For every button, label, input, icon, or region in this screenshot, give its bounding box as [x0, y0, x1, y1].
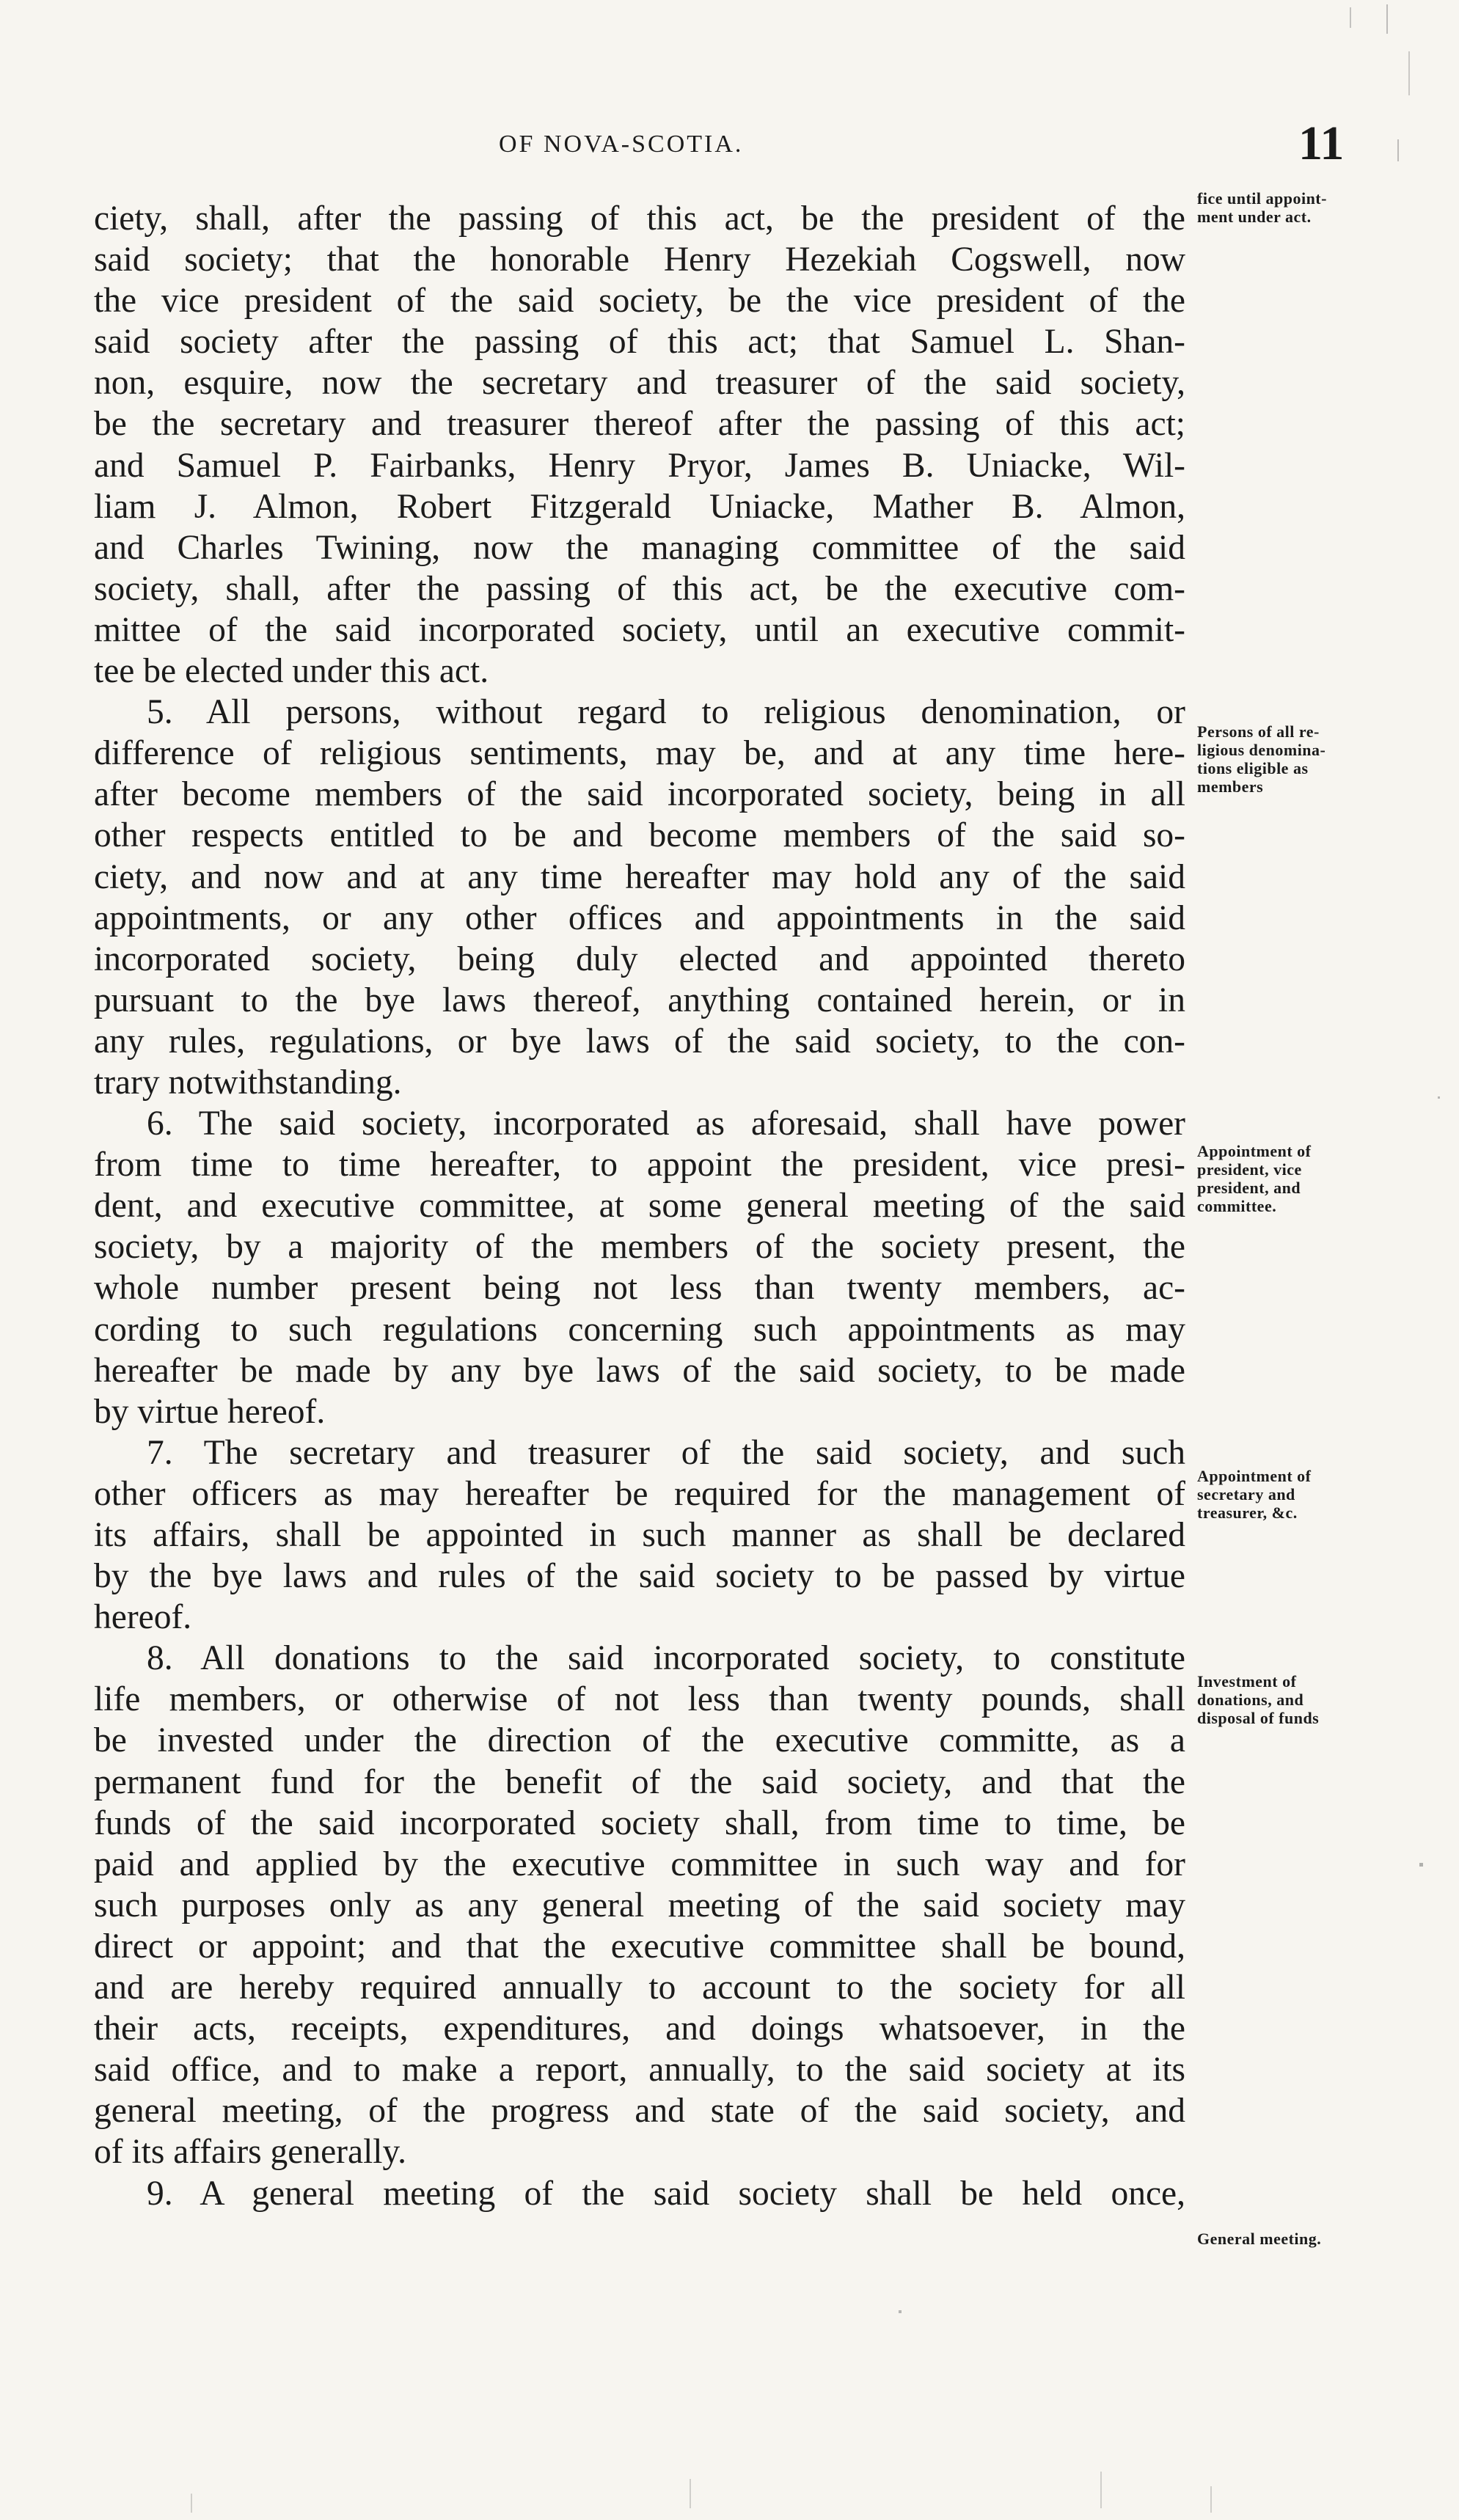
body-line: ciety, and now and at any time hereafter may hold any of the said — [94, 857, 1185, 896]
margin-note-line: president, vice — [1197, 1160, 1302, 1179]
body-line: non, esquire, now the secretary and treasurer of the said society, — [94, 364, 1185, 403]
body-line: by virtue hereof. — [94, 1392, 326, 1431]
margin-note-line: donations, and — [1197, 1691, 1304, 1709]
margin-note-line: disposal of funds — [1197, 1709, 1320, 1727]
margin-note-office — [1197, 189, 1417, 226]
margin-note-line: fice until appoint- — [1197, 189, 1327, 208]
body-line: said society; that the honorable Henry Hezekiah Cogswell, now — [94, 241, 1185, 279]
body-line: hereafter be made by any bye laws of the said society, to be made — [94, 1351, 1185, 1390]
body-line: their acts, receipts, expenditures, and doings whatsoever, in the — [94, 2010, 1185, 2048]
body-line: funds of the said incorporated society shall, from time to time, be — [94, 1803, 1185, 1842]
margin-note-line: president, and — [1197, 1179, 1301, 1197]
body-line: of its affairs generally. — [94, 2133, 407, 2172]
margin-note-investment — [1197, 1672, 1417, 1727]
margin-note-line: Persons of all re- — [1197, 722, 1320, 741]
body-line: appointments, or any other offices and appointments in the said — [94, 898, 1185, 937]
margin-note-line: ment under act. — [1197, 208, 1312, 226]
body-line: general meeting, of the progress and state of the said society, and — [94, 2092, 1185, 2131]
margin-note-line: ligious denomina- — [1197, 741, 1326, 759]
body-line: and are hereby required annually to account to the society for all — [94, 1968, 1185, 2007]
scan-speck — [1419, 1863, 1423, 1867]
margin-note-general-meeting — [1197, 2230, 1417, 2248]
body-line: cording to such regulations concerning such appointments as may — [94, 1310, 1185, 1349]
running-header: OF NOVA-SCOTIA. — [499, 131, 744, 158]
margin-note-line: Appointment of — [1197, 1467, 1312, 1485]
scan-speck — [1438, 1096, 1440, 1099]
body-line: such purposes only as any general meeting of the said society may — [94, 1886, 1185, 1924]
margin-note-line: treasurer, &c. — [1197, 1503, 1298, 1522]
body-line: from time to time hereafter, to appoint the president, vice presi- — [94, 1146, 1185, 1184]
scan-speck — [1408, 51, 1410, 95]
body-line: dent, and executive committee, at some general meeting of the said — [94, 1187, 1185, 1226]
section-6-start: 6. The said society, incorporated as aforesaid, shall have power — [147, 1105, 1185, 1143]
body-line: ciety, shall, after the passing of this act, be the president of the — [94, 199, 1185, 238]
body-line: society, shall, after the passing of this act, be the executive com- — [94, 569, 1185, 608]
scan-speck — [1350, 7, 1351, 28]
body-line: hereof. — [94, 1598, 192, 1637]
margin-note-line: General meeting. — [1197, 2230, 1322, 2248]
margin-note-appointment-secretary — [1197, 1467, 1417, 1522]
margin-note-line: tions eligible as — [1197, 759, 1309, 777]
body-line: by the bye laws and rules of the said society to be passed by virtue — [94, 1557, 1185, 1596]
scan-speck — [191, 2494, 192, 2513]
scan-speck — [1386, 4, 1388, 34]
page-number: 11 — [1298, 117, 1345, 170]
section-8-start: 8. All donations to the said incorporated society, to constitute — [147, 1639, 1185, 1678]
body-line: tee be elected under this act. — [94, 652, 489, 691]
body-line: after become members of the said incorporated society, being in all — [94, 775, 1185, 814]
scan-speck — [899, 2310, 902, 2313]
body-line: society, by a majority of the members of the society present, the — [94, 1228, 1185, 1267]
body-line: the vice president of the said society, be the vice president of the — [94, 282, 1185, 321]
body-line: direct or appoint; and that the executive committee shall be bound, — [94, 1927, 1185, 1966]
body-line: trary notwithstanding. — [94, 1063, 402, 1102]
body-line: said office, and to make a report, annually, to the said society at its — [94, 2051, 1185, 2089]
body-line: permanent fund for the benefit of the said society, and that the — [94, 1762, 1185, 1801]
section-9-start: 9. A general meeting of the said society shall be held once, — [147, 2174, 1185, 2213]
body-line: any rules, regulations, or bye laws of the said society, to the con- — [94, 1022, 1185, 1061]
section-5-start: 5. All persons, without regard to religious denomination, or — [147, 693, 1185, 732]
scan-speck — [1100, 2472, 1102, 2508]
margin-note-line: Investment of — [1197, 1672, 1297, 1691]
body-line: liam J. Almon, Robert Fitzgerald Uniacke, Mather B. Almon, — [94, 487, 1185, 526]
body-line: other respects entitled to be and become members of the said so- — [94, 816, 1185, 855]
margin-note-line: secretary and — [1197, 1485, 1295, 1503]
scan-speck — [690, 2479, 691, 2508]
body-line: pursuant to the bye laws thereof, anything contained herein, or in — [94, 981, 1185, 1019]
scan-speck — [1397, 139, 1399, 161]
margin-note-line: members — [1197, 777, 1264, 796]
body-line: other officers as may hereafter be required for the management of — [94, 1474, 1185, 1513]
body-line: be the secretary and treasurer thereof after the passing of this act; — [94, 405, 1185, 444]
body-line: be invested under the direction of the executive committe, as a — [94, 1721, 1185, 1760]
margin-note-appointment-president — [1197, 1142, 1417, 1215]
margin-note-line: committee. — [1197, 1197, 1277, 1215]
body-line: incorporated society, being duly elected and appointed thereto — [94, 939, 1185, 978]
body-line: difference of religious sentiments, may be, and at any time here- — [94, 734, 1185, 773]
margin-note-line: Appointment of — [1197, 1142, 1312, 1160]
body-text — [94, 198, 1185, 2214]
body-line: whole number present being not less than twenty members, ac- — [94, 1269, 1185, 1308]
margin-note-persons — [1197, 722, 1417, 796]
body-line: paid and applied by the executive committee in such way and for — [94, 1845, 1185, 1883]
section-7-start: 7. The secretary and treasurer of the said society, and such — [147, 1433, 1185, 1472]
body-line: mittee of the said incorporated society, until an executive commit- — [94, 610, 1185, 649]
body-line: its affairs, shall be appointed in such manner as shall be declared — [94, 1516, 1185, 1554]
scan-speck — [1210, 2486, 1212, 2513]
body-line: life members, or otherwise of not less than twenty pounds, shall — [94, 1680, 1185, 1719]
body-line: and Charles Twining, now the managing committee of the said — [94, 528, 1185, 567]
body-line: said society after the passing of this act; that Samuel L. Shan- — [94, 323, 1185, 362]
body-line: and Samuel P. Fairbanks, Henry Pryor, James B. Uniacke, Wil- — [94, 446, 1185, 485]
